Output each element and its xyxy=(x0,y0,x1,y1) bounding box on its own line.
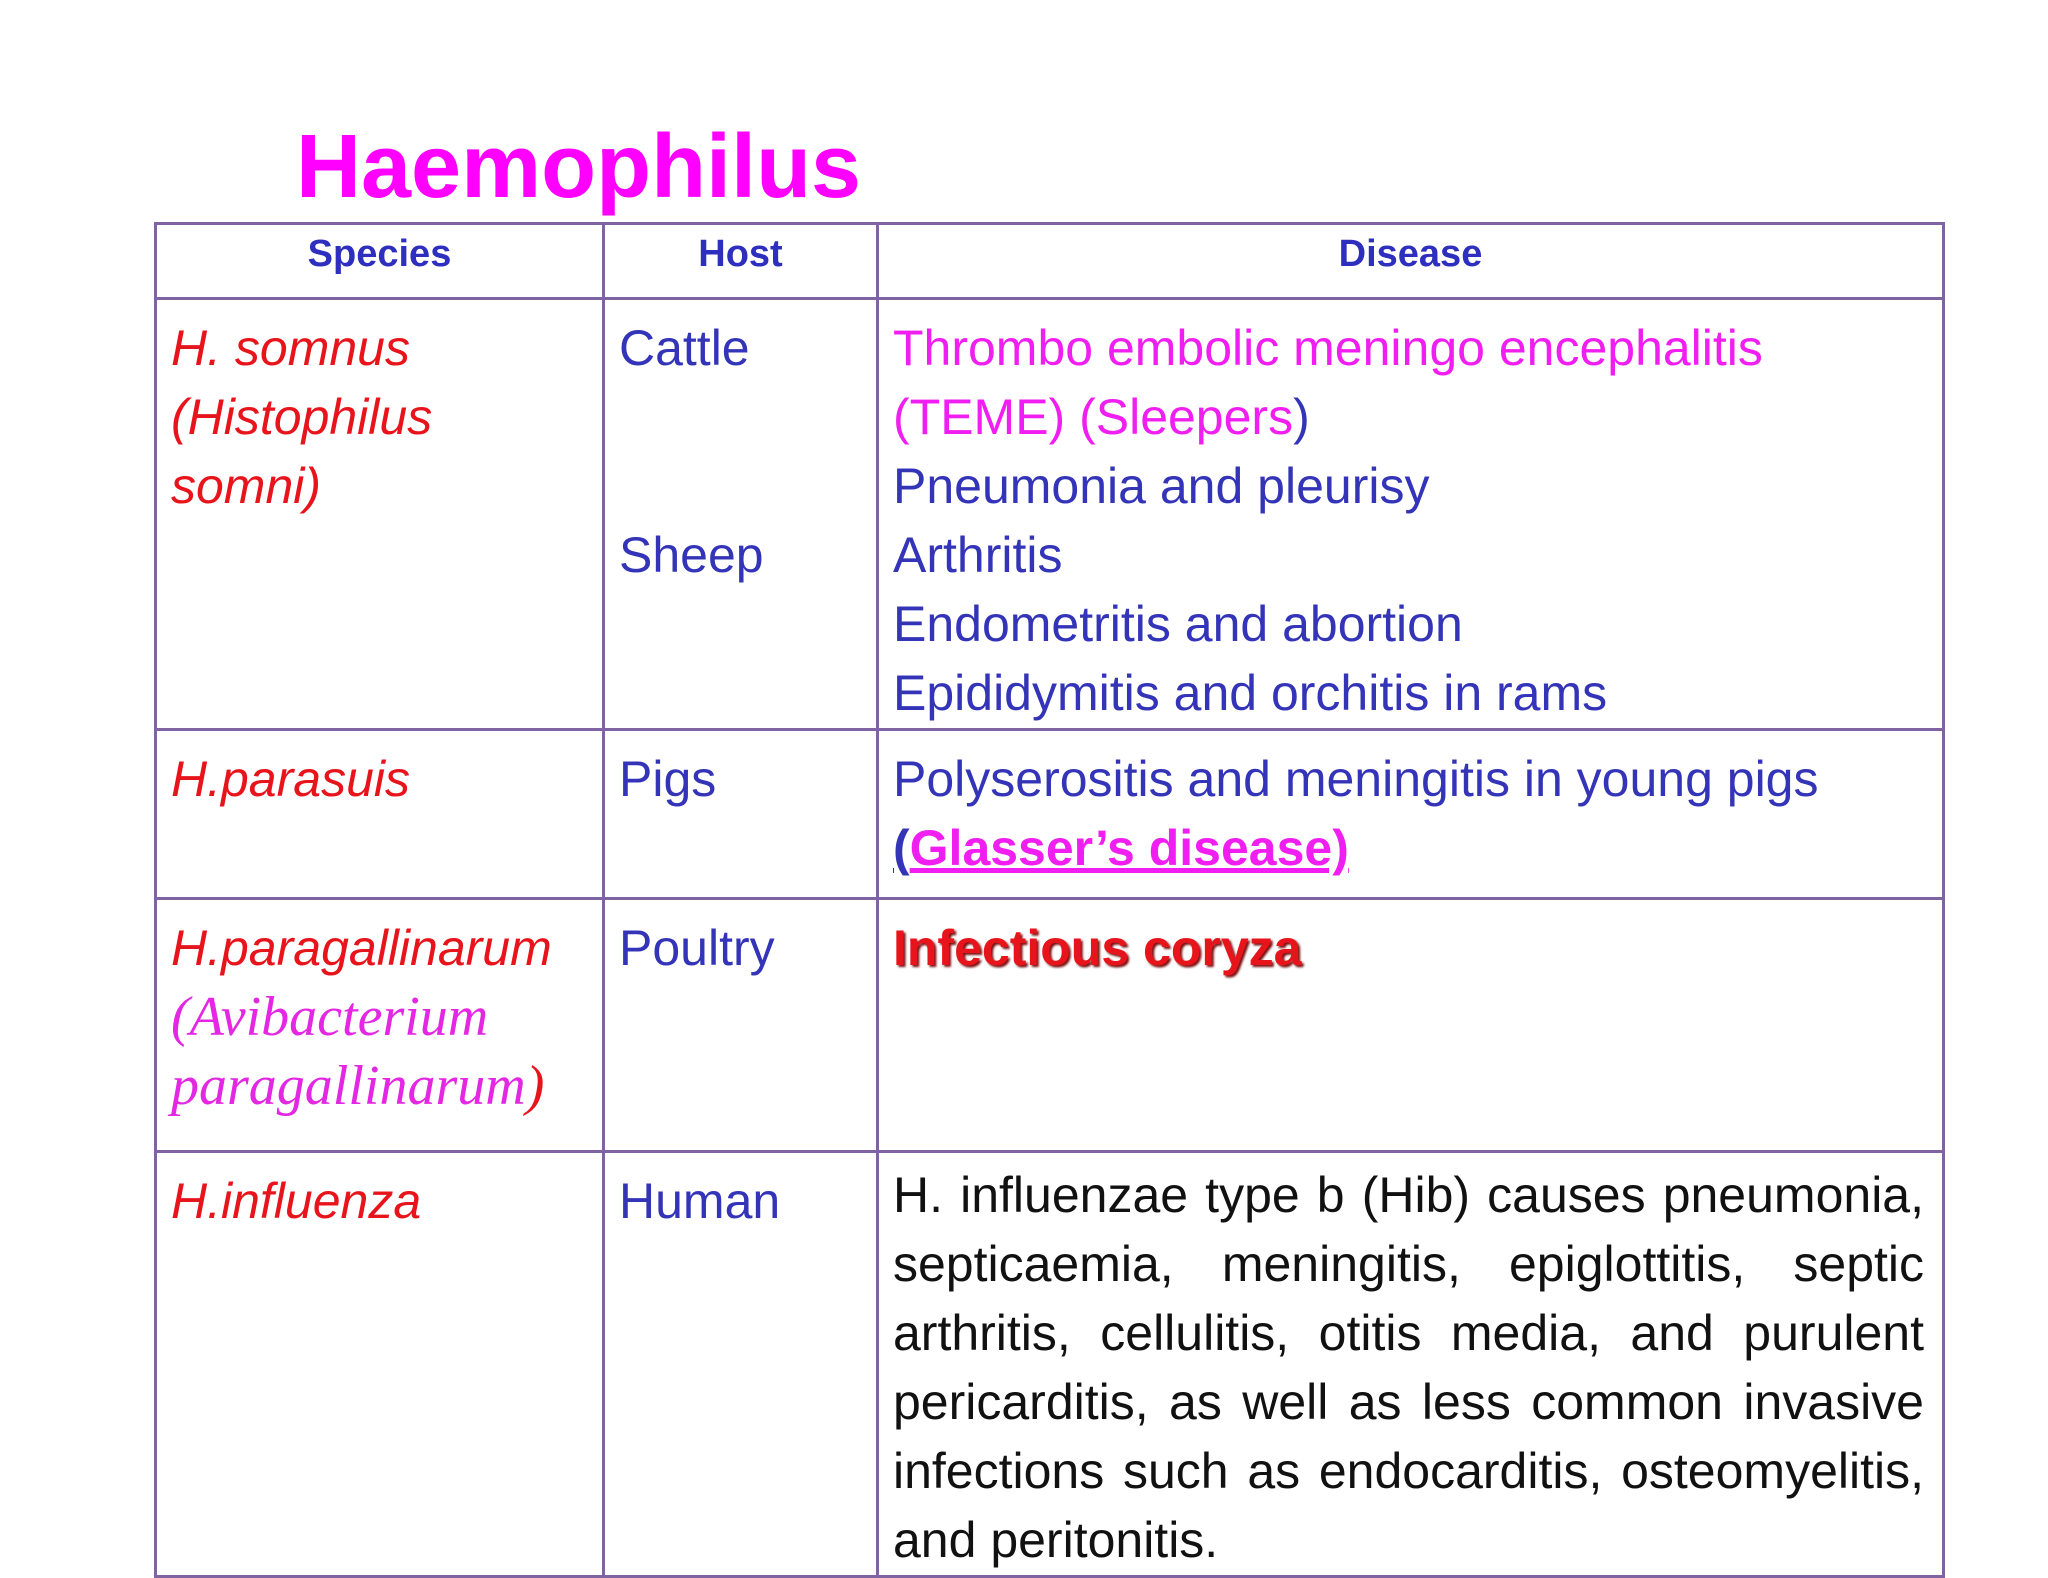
disease-line: Arthritis xyxy=(893,527,1063,583)
disease-description: H. influenzae type b (Hib) causes pneumonia, septicaemia, meningitis, epiglottitis, septic arthritis, cellulitis, otitis media, and purulent pericarditis, as well as less common invasive infections such as endocarditis, osteomyelitis, and peritonitis. xyxy=(893,1167,1924,1568)
disease-cell xyxy=(878,730,1944,899)
table-row xyxy=(156,899,1944,1152)
host-name: Sheep xyxy=(619,527,764,583)
header-species: Species xyxy=(156,224,604,299)
species-alias: somni) xyxy=(171,458,322,514)
disease-line: (Glasser’s disease) xyxy=(893,820,1349,876)
species-alias: paragallinarum) xyxy=(171,1055,545,1117)
species-alias: (Histophilus xyxy=(171,389,433,445)
host-cell xyxy=(604,299,878,730)
disease-cell xyxy=(878,899,1944,1152)
host-name: Cattle xyxy=(619,320,750,376)
header-disease: Disease xyxy=(878,224,1944,299)
species-name: H. somnus xyxy=(171,320,410,376)
host-name: Poultry xyxy=(619,920,775,976)
species-name: H.paragallinarum xyxy=(171,920,552,976)
page-title: Haemophilus xyxy=(296,117,862,217)
disease-line: Infectious coryza xyxy=(893,920,1302,976)
table-row xyxy=(156,299,1944,730)
species-cell xyxy=(156,299,604,730)
disease-cell xyxy=(878,1152,1944,1577)
disease-line: Polyserositis and meningitis in young pigs xyxy=(893,751,1819,807)
species-cell xyxy=(156,730,604,899)
host-cell xyxy=(604,730,878,899)
disease-cell xyxy=(878,299,1944,730)
disease-line: Pneumonia and pleurisy xyxy=(893,458,1430,514)
host-cell xyxy=(604,899,878,1152)
species-cell xyxy=(156,1152,604,1577)
haemophilus-table xyxy=(154,222,1945,1578)
header-host: Host xyxy=(604,224,878,299)
species-name: H.influenza xyxy=(171,1173,422,1229)
disease-line: (TEME) (Sleepers) xyxy=(893,389,1310,445)
table-header-row xyxy=(156,224,1944,299)
disease-line: Epididymitis and orchitis in rams xyxy=(893,665,1608,721)
species-cell xyxy=(156,899,604,1152)
table-row xyxy=(156,730,1944,899)
host-name: Pigs xyxy=(619,751,717,807)
disease-line: Endometritis and abortion xyxy=(893,596,1463,652)
species-name: H.parasuis xyxy=(171,751,410,807)
disease-line: Thrombo embolic meningo encephalitis xyxy=(893,320,1763,376)
species-alias: (Avibacterium xyxy=(171,986,489,1048)
glassers-disease-label: Glasser’s disease) xyxy=(909,820,1349,876)
host-name: Human xyxy=(619,1173,781,1229)
table-row xyxy=(156,1152,1944,1577)
host-cell xyxy=(604,1152,878,1577)
